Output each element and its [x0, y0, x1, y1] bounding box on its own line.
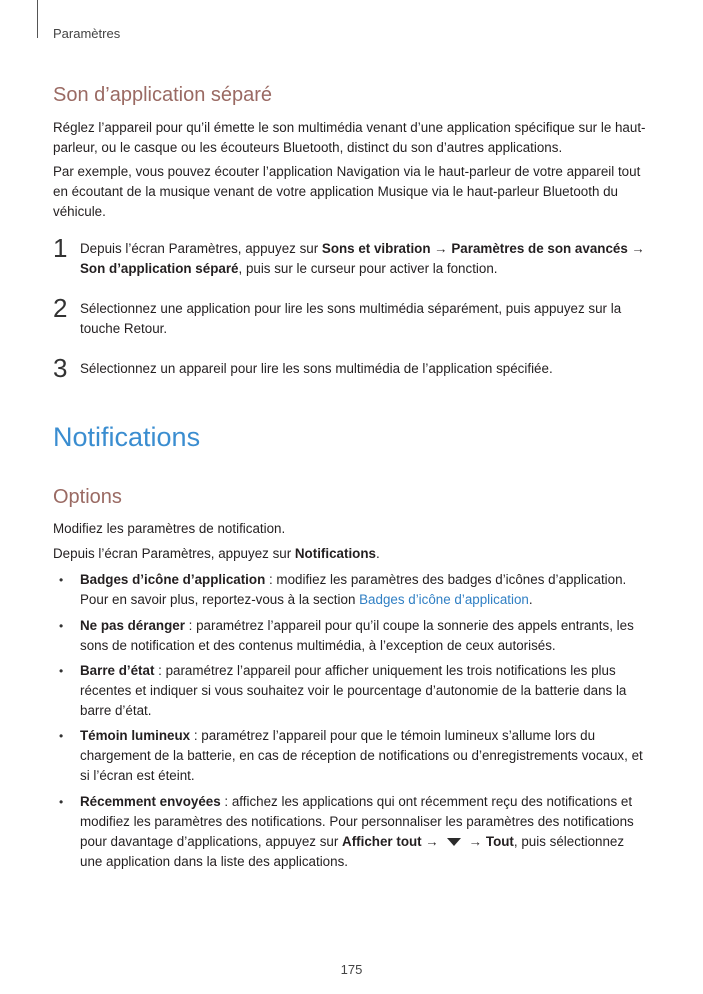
- step-text: Sélectionnez une application pour lire les sons multimédia séparément, puis appuyez sur la touche Retour.: [80, 301, 622, 336]
- options-title: Options: [53, 486, 122, 508]
- link-badges[interactable]: Badges d’icône d’application: [359, 592, 529, 607]
- example-paragraph: Par exemple, vous pouvez écouter l’application Navigation via le haut-parleur de votre appareil tout en écoutant de la musique venant de votre application Musique via le haut-parleur Bluetooth du véhicule.: [53, 164, 641, 219]
- dropdown-triangle-icon: [447, 838, 461, 846]
- header-rule: [37, 0, 38, 38]
- header-label: Paramètres: [53, 26, 121, 41]
- step-text: Sélectionnez un appareil pour lire les sons multimédia de l’application spécifiée.: [80, 361, 553, 376]
- bullet-dot: •: [59, 795, 64, 809]
- bullet-dot: •: [59, 664, 64, 678]
- list-item-text: Badges d’icône d’application : modifiez les paramètres des badges d’icônes d’application. Pour en savoir plus, reportez-vous à la section Badges d’icône d’application.: [80, 572, 627, 607]
- list-item-text: Ne pas déranger : paramétrez l’appareil pour qu’il coupe la sonnerie des appels entrants, les sons de notification et des contenus multimédia, à l’exception de ceux autorisés.: [80, 618, 634, 653]
- bullet-dot: •: [59, 729, 64, 743]
- list-item-text: Récemment envoyées : affichez les applications qui ont récemment reçu des notifications et modifiez les paramètres des notifications. Pour personnaliser les paramètres des notifications pour davantage d’applications, appuyez sur Afficher tout → → Tout, puis sélectionnez une application dans la liste des applications.: [80, 794, 634, 869]
- section-example: [53, 162, 649, 222]
- list-item-text: Témoin lumineux : paramétrez l’appareil pour que le témoin lumineux s’allume lors du chargement de la batterie, en cas de réception de notifications ou d’enregistrements vocaux, et si l’écran est éteint.: [80, 728, 643, 783]
- list-item-text: Barre d’état : paramétrez l’appareil pour afficher uniquement les trois notifications les plus récentes et indiquer si vous souhaitez voir le pourcentage d’autonomie de la batterie dans la barre d’état.: [80, 663, 627, 718]
- section-intro: [53, 118, 649, 158]
- step-number: 2: [53, 293, 68, 323]
- step-number: 1: [53, 233, 68, 263]
- options-intro: [53, 519, 649, 539]
- options-intro-text: Modifiez les paramètres de notification.: [53, 521, 286, 536]
- step-number: 3: [53, 353, 68, 383]
- bullet-dot: •: [59, 619, 64, 633]
- chapter-title: Notifications: [53, 422, 201, 452]
- section-title: Son d’application séparé: [53, 84, 273, 106]
- intro-paragraph: Réglez l’appareil pour qu’il émette le son multimédia venant d’une application spécifique sur le haut-parleur, ou le casque ou les écouteurs Bluetooth, distinct du son d’autres applications.: [53, 120, 646, 155]
- step-text: Depuis l’écran Paramètres, appuyez sur Sons et vibration → Paramètres de son avancés → Son d’application séparé, puis sur le curseur pour activer la fonction.: [80, 241, 645, 276]
- options-path: [53, 544, 649, 564]
- page-number: 175: [340, 962, 363, 977]
- bullet-dot: •: [59, 573, 64, 587]
- options-path-text: Depuis l’écran Paramètres, appuyez sur Notifications.: [53, 546, 380, 561]
